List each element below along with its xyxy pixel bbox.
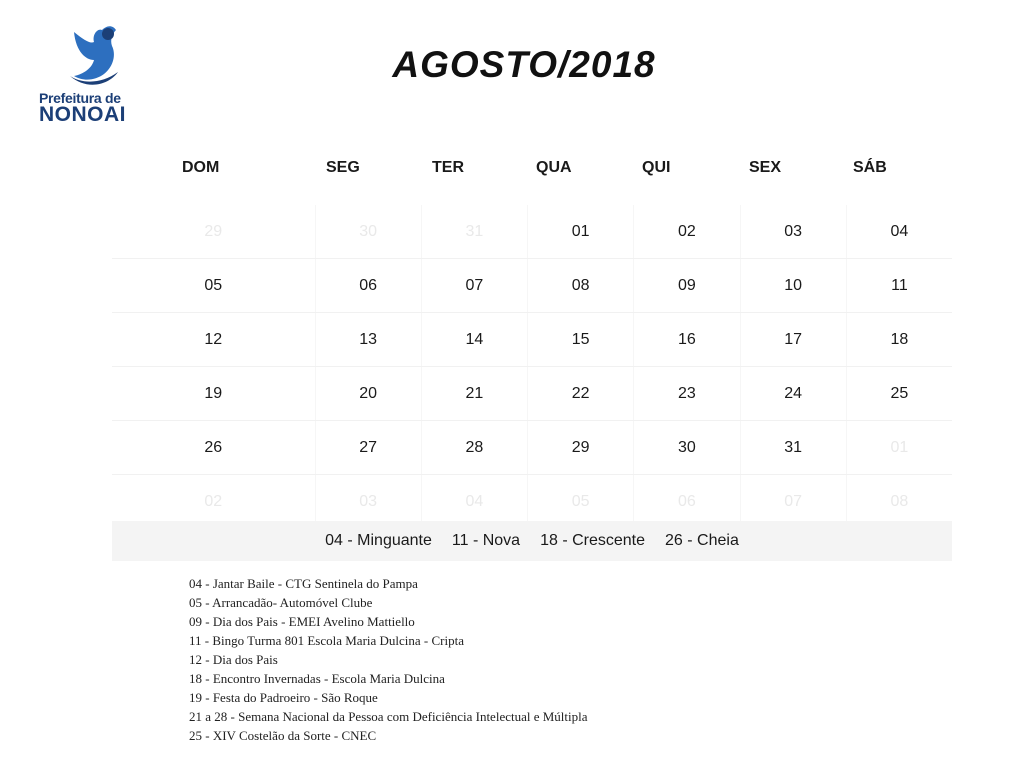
- calendar-day: 26: [112, 421, 316, 474]
- calendar-day: 16: [634, 313, 740, 366]
- calendar-week-row: [112, 421, 952, 475]
- calendar-day: 20: [316, 367, 422, 420]
- event-item: 11 - Bingo Turma 801 Escola Maria Dulcina - Cripta: [189, 633, 465, 648]
- event-item: 09 - Dia dos Pais - EMEI Avelino Mattiello: [189, 614, 415, 629]
- calendar-week-row: [112, 367, 952, 421]
- calendar-day: 25: [890, 385, 909, 402]
- calendar-day: 19: [112, 367, 316, 420]
- logo-text-line1: Prefeitura de: [39, 90, 121, 106]
- moon-phases-bar: [112, 521, 952, 561]
- event-item: 25 - XIV Costelão da Sorte - CNEC: [189, 728, 377, 743]
- calendar-day: 17: [741, 313, 847, 366]
- calendar-day: 29: [528, 421, 634, 474]
- event-item: 04 - Jantar Baile - CTG Sentinela do Pampa: [189, 576, 418, 591]
- calendar-day-other-month: 03: [316, 475, 422, 528]
- calendar-day-other-month: 06: [634, 475, 740, 528]
- calendar-day: 15: [528, 313, 634, 366]
- calendar-day-other-month: 02: [112, 475, 316, 528]
- calendar-day: 06: [316, 259, 422, 312]
- weekday-dom: DOM: [182, 159, 220, 176]
- event-item: 19 - Festa do Padroeiro - São Roque: [189, 690, 378, 705]
- calendar-week-row: [112, 259, 952, 313]
- moon-phase-item: 26 - Cheia: [665, 532, 739, 549]
- moon-phase-item: 11 - Nova: [451, 532, 521, 549]
- calendar-day: 28: [422, 421, 528, 474]
- weekday-sex: SEX: [749, 159, 782, 176]
- calendar-grid: [112, 205, 952, 529]
- calendar-day: 08: [528, 259, 634, 312]
- calendar-day: 10: [741, 259, 847, 312]
- weekday-qui: QUI: [642, 159, 671, 176]
- calendar-day: 18: [890, 331, 909, 348]
- calendar-day: 27: [316, 421, 422, 474]
- calendar-day: 07: [422, 259, 528, 312]
- calendar-day: 03: [741, 205, 847, 258]
- calendar-day: 24: [741, 367, 847, 420]
- calendar-day-other-month: 04: [422, 475, 528, 528]
- calendar-week-row: [112, 205, 952, 259]
- logo-text-line2: NONOAI: [39, 103, 126, 126]
- events-list: [189, 574, 949, 745]
- calendar-day-other-month: 08: [890, 493, 909, 510]
- calendar-day: 23: [634, 367, 740, 420]
- calendar-day-other-month: 05: [528, 475, 634, 528]
- calendar-day: 01: [528, 205, 634, 258]
- event-item: 21 a 28 - Semana Nacional da Pessoa com Deficiência Intelectual e Múltipla: [189, 709, 588, 724]
- calendar-day: 04: [890, 223, 909, 240]
- page-title: AGOSTO/2018: [392, 44, 656, 85]
- calendar-day: 05: [112, 259, 316, 312]
- calendar-day: 30: [634, 421, 740, 474]
- calendar-week-row: [112, 313, 952, 367]
- calendar-day: 11: [891, 277, 908, 294]
- weekday-qua: QUA: [536, 159, 572, 176]
- calendar-day: 02: [634, 205, 740, 258]
- moon-phase-item: 04 - Minguante: [325, 532, 432, 549]
- calendar-day-other-month: 31: [422, 205, 528, 258]
- weekday-header: [0, 159, 1024, 181]
- calendar-day: 09: [634, 259, 740, 312]
- event-item: 12 - Dia dos Pais: [189, 652, 278, 667]
- calendar-day-other-month: 29: [112, 205, 316, 258]
- moon-phase-item: 18 - Crescente: [540, 532, 646, 549]
- calendar-day-other-month: 07: [741, 475, 847, 528]
- event-item: 18 - Encontro Invernadas - Escola Maria Dulcina: [189, 671, 445, 686]
- calendar-day: 13: [316, 313, 422, 366]
- calendar-day-other-month: 01: [890, 439, 909, 456]
- event-item: 05 - Arrancadão- Automóvel Clube: [189, 595, 373, 610]
- calendar-day: 21: [422, 367, 528, 420]
- weekday-seg: SEG: [326, 159, 360, 176]
- weekday-sab: SÁB: [853, 159, 887, 176]
- calendar-day: 14: [422, 313, 528, 366]
- calendar-day-other-month: 30: [316, 205, 422, 258]
- calendar-day: 12: [112, 313, 316, 366]
- weekday-ter: TER: [432, 159, 464, 176]
- calendar-day: 31: [741, 421, 847, 474]
- calendar-day: 22: [528, 367, 634, 420]
